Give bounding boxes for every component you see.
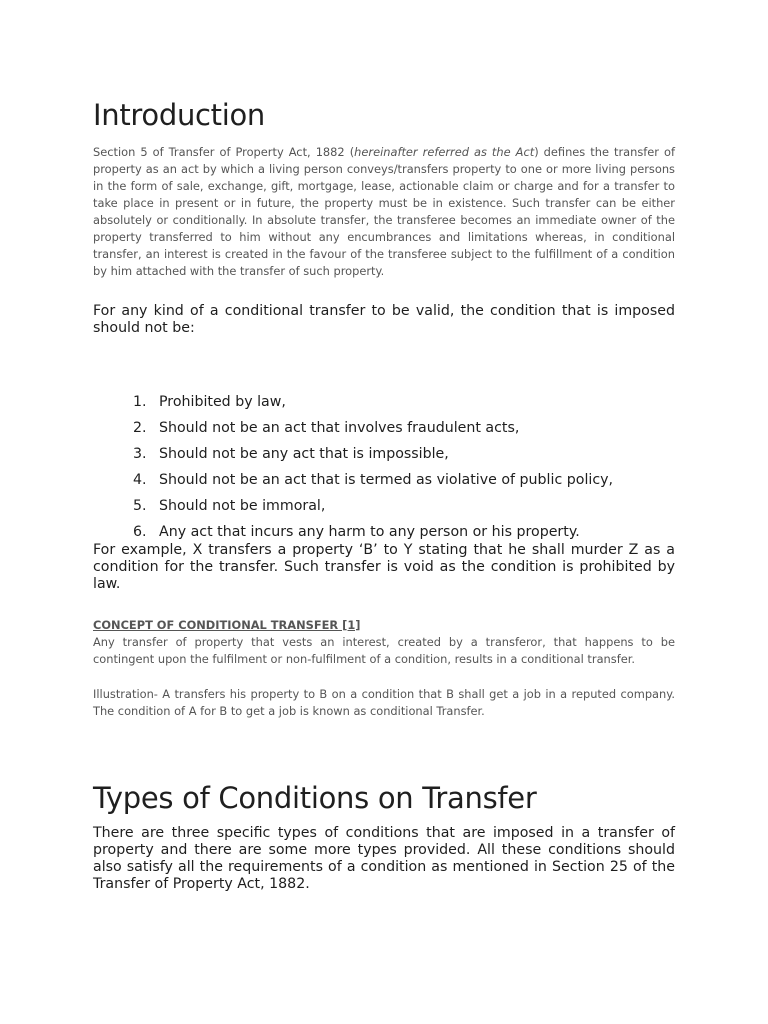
list-item-text: Should not be any act that is impossible, <box>159 446 449 462</box>
list-item <box>133 394 653 420</box>
list-item-number: 5. <box>133 498 147 514</box>
conditions-lead-paragraph: For any kind of a conditional transfer to be valid, the condition that is imposed should not be: <box>93 303 675 336</box>
conditions-list <box>133 394 653 550</box>
list-item-text: Should not be an act that is termed as violative of public policy, <box>159 472 614 488</box>
intro-text-after: ) defines the transfer of property as an act by which a living person conveys/transfers property to one or more living persons in the form of sale, exchange, gift, mortgage, lease, actionable claim or charge and for a transfer to take place in present or in future, the property must be in existence. Such transfer can be either absolutely or conditionally. In absolute transfer, the transferee becomes an immediate owner of the property transferred to him without any encumbrances and limitations whereas, in conditional transfer, an interest is created in the favour of the transferee subject to the fulfillment of a condition by him attached with the transfer of such property. <box>93 145 675 278</box>
illustration-paragraph: Illustration- A transfers his property to B on a condition that B shall get a job in a reputed company. The condition of A for B to get a job is known as conditional Transfer. <box>93 687 675 718</box>
list-item-text: Prohibited by law, <box>159 394 286 410</box>
list-item <box>133 446 653 472</box>
list-item-number: 2. <box>133 420 147 436</box>
list-item <box>133 420 653 446</box>
intro-text-italic: hereinafter referred as the Act <box>354 145 535 159</box>
concept-heading: CONCEPT OF CONDITIONAL TRANSFER [1] <box>93 618 361 632</box>
list-item-number: 4. <box>133 472 147 488</box>
list-item-text: Should not be an act that involves fraudulent acts, <box>159 420 520 436</box>
types-heading: Types of Conditions on Transfer <box>93 781 537 815</box>
list-item-number: 6. <box>133 524 147 540</box>
list-item-number: 3. <box>133 446 147 462</box>
example-paragraph: For example, X transfers a property ‘B’ to Y stating that he shall murder Z as a condition for the transfer. Such transfer is void as the condition is prohibited by law. <box>93 542 675 592</box>
list-item-number: 1. <box>133 394 147 410</box>
list-item-text: Should not be immoral, <box>159 498 326 514</box>
concept-paragraph: Any transfer of property that vests an interest, created by a transferor, that happens to be contingent upon the fulfilment or non-fulfilment of a condition, results in a conditional transfer. <box>93 635 675 666</box>
list-item <box>133 472 653 498</box>
introduction-paragraph <box>93 144 675 280</box>
list-item <box>133 498 653 524</box>
list-item-text: Any act that incurs any harm to any person or his property. <box>159 524 580 540</box>
types-paragraph: There are three specific types of conditions that are imposed in a transfer of property and there are some more types provided. All these conditions should also satisfy all the requirements of a condition as mentioned in Section 25 of the Transfer of Property Act, 1882. <box>93 825 675 892</box>
introduction-heading: Introduction <box>93 98 266 132</box>
intro-text-before: Section 5 of Transfer of Property Act, 1882 ( <box>93 145 355 159</box>
